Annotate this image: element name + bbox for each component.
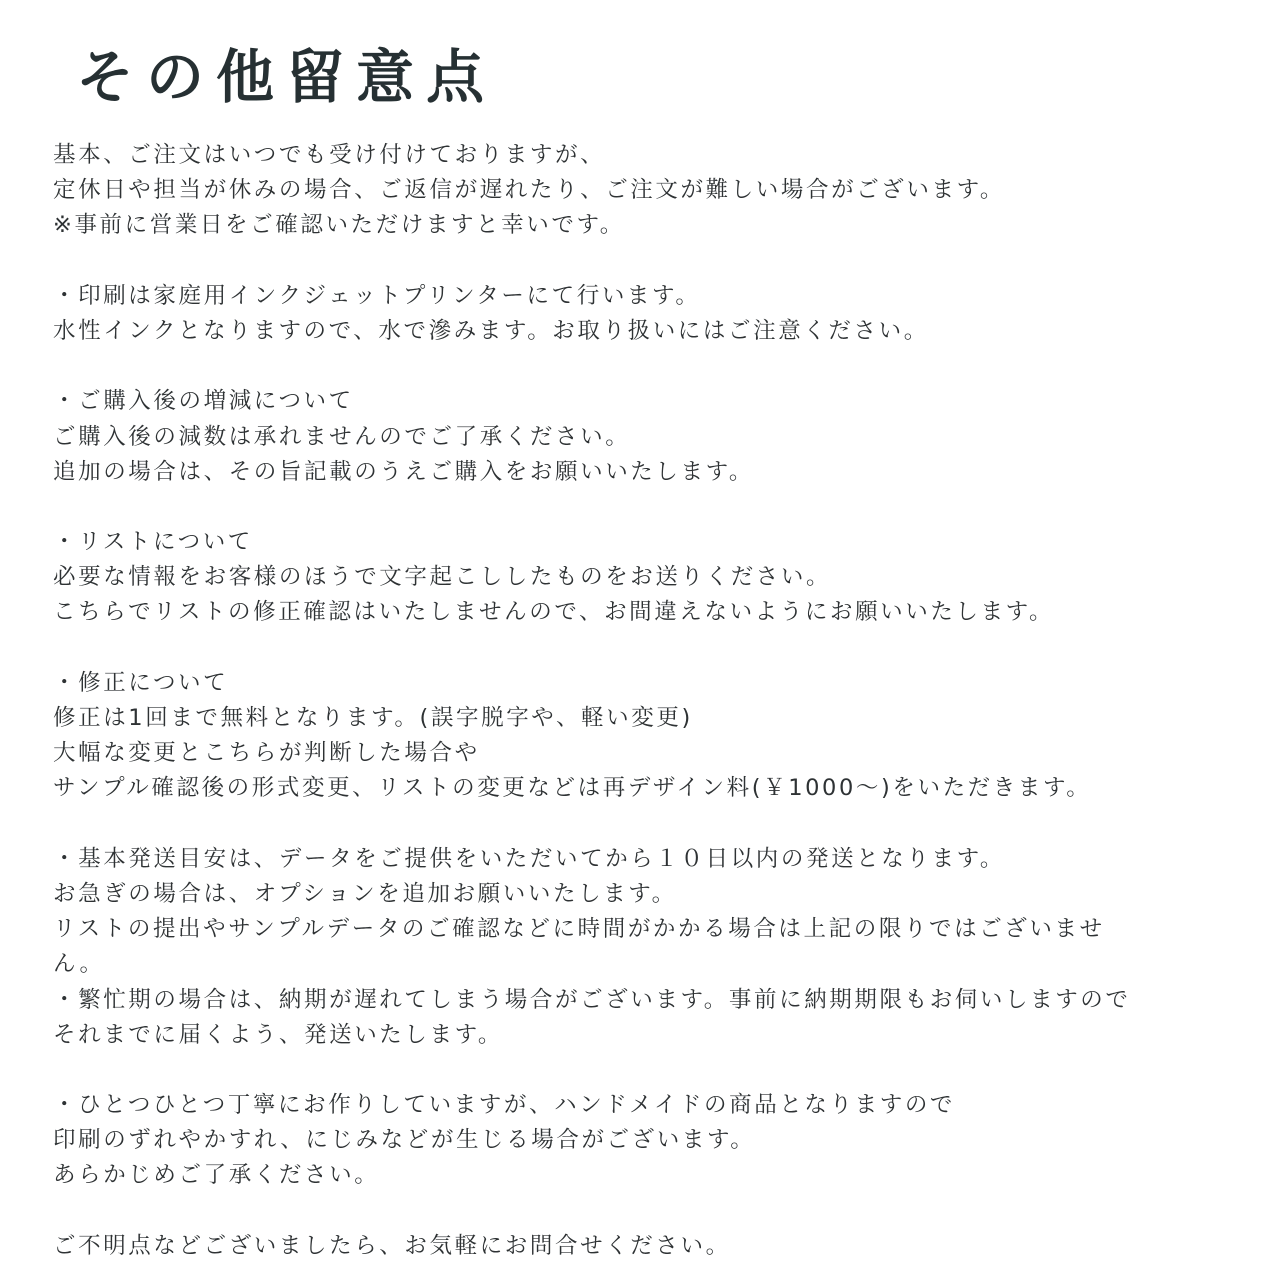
text-line: ・ご購入後の増減について	[53, 388, 354, 415]
text-line: 大幅な変更とこちらが判断した場合や	[53, 740, 480, 767]
page-title: その他留意点	[76, 43, 497, 111]
blank-line	[53, 631, 1243, 666]
text-line: 必要な情報をお客様のほうで文字起こししたものをお送りください。	[53, 564, 832, 591]
blank-line	[53, 349, 1243, 384]
text-line: それまでに届くよう、発送いたします。	[53, 1021, 504, 1048]
text-line: こちらでリストの修正確認はいたしませんので、お間違えないようにお願いいたします。	[53, 599, 1055, 626]
text-line: お急ぎの場合は、オプションを追加お願いいたします。	[53, 880, 677, 907]
text-line: 水性インクとなりますので、水で滲みます。お取り扱いにはご注意ください。	[53, 317, 929, 344]
blank-line	[53, 1053, 1243, 1088]
text-line: ご不明点などございましたら、お気軽にお問合せください。	[53, 1232, 731, 1259]
text-line: 修正は1回まで無料となります。(誤字脱字や、軽い変更)	[53, 705, 693, 731]
text-line: 基本、ご注文はいつでも受け付けておりますが、	[53, 142, 606, 168]
text-line: ・印刷は家庭用インクジェットプリンターにて行います。	[53, 282, 701, 309]
text-line: ・繁忙期の場合は、納期が遅れてしまう場合がございます。事前に納期期限もお伺いしますので	[53, 986, 1131, 1013]
text-line: ※事前に営業日をご確認いただけますと幸いです。	[53, 212, 625, 239]
text-line: 印刷のずれやかすれ、にじみなどが生じる場合がございます。	[53, 1127, 756, 1154]
text-line: あらかじめご了承ください。	[53, 1162, 380, 1189]
notes-body	[53, 138, 1243, 1264]
blank-line	[53, 244, 1243, 279]
text-line: リストの提出やサンプルデータのご確認などに時間がかかる場合は上記の限りではございませ	[53, 916, 1105, 943]
text-line: 追加の場合は、その旨記載のうえご購入をお願いいたします。	[53, 458, 755, 485]
text-line: ・リストについて	[53, 529, 253, 556]
text-line: ・基本発送目安は、データをご提供をいただいてから１０日以内の発送となります。	[53, 845, 1006, 872]
text-line: サンプル確認後の形式変更、リストの変更などは再デザイン料(￥1000〜)をいただきます。	[53, 775, 1092, 802]
text-line: ん。	[53, 951, 105, 978]
text-line: 定休日や担当が休みの場合、ご返信が遅れたり、ご注文が難しい場合がございます。	[53, 177, 1006, 204]
blank-line	[53, 1194, 1243, 1229]
blank-line	[53, 490, 1243, 525]
text-line: ご購入後の減数は承れませんのでご了承ください。	[53, 423, 631, 450]
text-line: ・修正について	[53, 669, 229, 696]
blank-line	[53, 807, 1243, 842]
text-line: ・ひとつひとつ丁寧にお作りしていますが、ハンドメイドの商品となりますので	[53, 1092, 956, 1119]
